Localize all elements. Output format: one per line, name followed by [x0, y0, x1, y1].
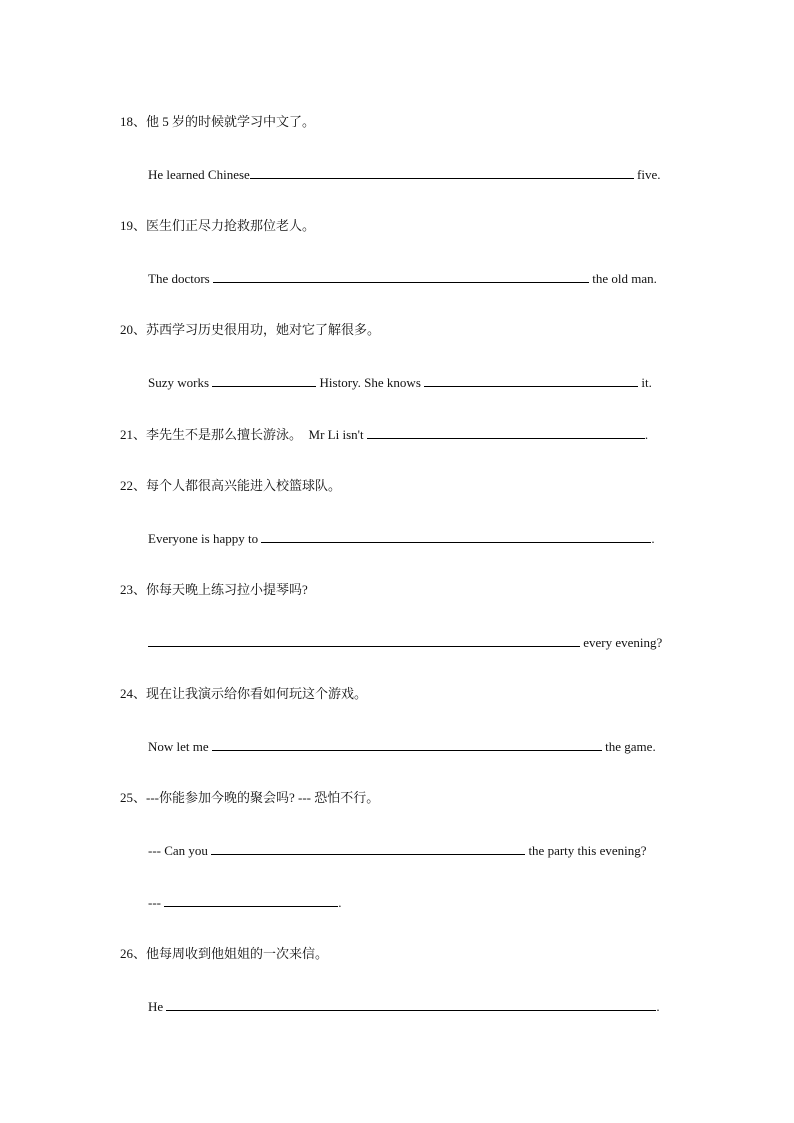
answer-post-text: .: [651, 531, 655, 546]
question-20-answer-line: [148, 374, 652, 391]
question-19-prompt: 19、医生们正尽力抢救那位老人。: [120, 218, 316, 233]
answer-blank[interactable]: [166, 998, 656, 1011]
answer-post-text: five.: [637, 167, 661, 182]
answer-post-text: .: [644, 427, 649, 442]
question-23-prompt: 23、你每天晚上练习拉小提琴吗?: [120, 582, 308, 597]
answer-mid-text: History. She knows: [319, 375, 421, 390]
answer-post-text: the party this evening?: [528, 843, 647, 858]
question-26-answer-line: [148, 998, 660, 1015]
answer-pre-text: He: [148, 999, 164, 1014]
question-23-answer-line: [148, 634, 662, 651]
answer-pre-text: Suzy works: [148, 375, 210, 390]
question-18-prompt: 18、他 5 岁的时候就学习中文了。: [120, 114, 316, 129]
answer-blank[interactable]: [250, 166, 634, 179]
answer-post-text: it.: [641, 375, 652, 390]
answer-blank-2[interactable]: [424, 374, 638, 387]
answer-pre-text: Everyone is happy to: [148, 531, 259, 546]
answer-blank[interactable]: [212, 738, 602, 751]
answer-blank[interactable]: [213, 270, 589, 283]
answer-pre-text: Mr Li isn't: [308, 427, 364, 442]
answer-blank-1[interactable]: [212, 374, 316, 387]
question-21-prompt: 21、李先生不是那么擅长游泳。: [120, 427, 303, 442]
question-25-prompt: 25、---你能参加今晚的聚会吗? --- 恐怕不行。: [120, 790, 380, 805]
answer-pre-text: The doctors: [148, 271, 210, 286]
answer-pre-text: ---: [148, 895, 161, 910]
answer-post-text: .: [338, 895, 342, 910]
answer-blank[interactable]: [211, 842, 525, 855]
answer-pre-text: --- Can you: [148, 843, 208, 858]
question-20-prompt: 20、苏西学习历史很用功，她对它了解很多。: [120, 322, 381, 337]
answer-post-text: every evening?: [583, 635, 663, 650]
question-21-line: [120, 426, 648, 443]
question-22-prompt: 22、每个人都很高兴能进入校篮球队。: [120, 478, 342, 493]
answer-pre-text: Now let me: [148, 739, 209, 754]
question-24-prompt: 24、现在让我演示给你看如何玩这个游戏。: [120, 686, 368, 701]
answer-pre-text: He learned Chinese: [148, 167, 250, 182]
question-19-answer-line: [148, 270, 657, 287]
answer-blank[interactable]: [164, 894, 338, 907]
question-25-answer-line-2: [148, 894, 342, 911]
answer-post-text: the game.: [605, 739, 656, 754]
answer-blank[interactable]: [367, 426, 645, 439]
question-22-answer-line: [148, 530, 655, 547]
question-24-answer-line: [148, 738, 656, 755]
answer-post-text: the old man.: [592, 271, 657, 286]
question-25-answer-line-1: [148, 842, 647, 859]
answer-blank[interactable]: [261, 530, 651, 543]
question-18-answer-line: [148, 166, 661, 183]
answer-blank[interactable]: [148, 634, 580, 647]
question-26-prompt: 26、他每周收到他姐姐的一次来信。: [120, 946, 329, 961]
answer-post-text: .: [656, 999, 660, 1014]
